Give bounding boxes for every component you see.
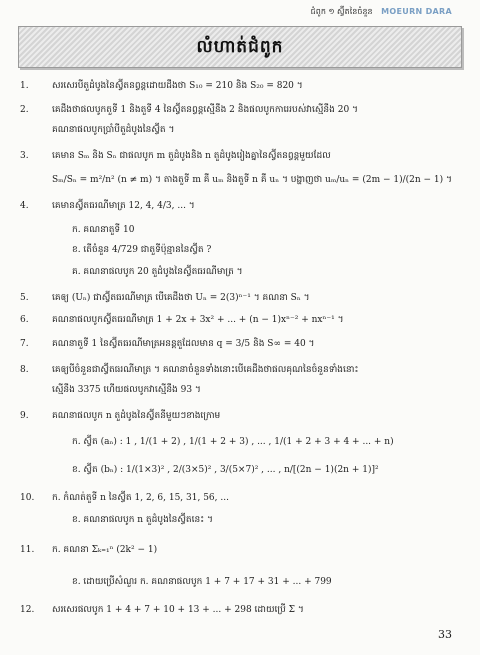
exercise-text: គេមាន Sₘ និង Sₙ ជាផលបូក m តួដំបូងនិង n តួដំបូងរៀងគ្នានៃស្វ៊ីតនព្វន្តមួយដែល: [52, 151, 331, 161]
exercise-text: គណនាតួទី 1 នៃស្វ៊ីតធរណីមាត្រអនន្តតួដែលមាន q = 3/5 និង S∞ = 40 ។: [52, 339, 315, 349]
sub-question: ខ. ស្វ៊ីត (bₙ) : 1/(1×3)² , 2/(3×5)² , 3/(5×7)² , ... , n/[(2n − 1)(2n + 1)]²: [72, 465, 379, 475]
sub-question: ខ. តើចំនួន 4/729 ជាតួទីប៉ុន្មាននៃស្វ៊ីត ?: [72, 245, 212, 255]
exercise-number: 8.: [20, 365, 29, 375]
sub-question: ក. ស្វ៊ីត (aₙ) : 1 , 1/(1 + 2) , 1/(1 + 2 + 3) , ... , 1/(1 + 2 + 3 + 4 + ... + n): [72, 437, 394, 447]
exercise-text: សរសេរបីតួដំបូងនៃស្វ៊ីតនព្វន្តដោយដឹងថា S₁₀ = 210 និង S₂₀ = 820 ។: [52, 81, 303, 91]
title-banner: [18, 26, 462, 68]
exercise-text: គេមានស្វ៊ីតធរណីមាត្រ 12, 4, 4/3, ... ។: [52, 201, 195, 211]
page-header: [311, 6, 452, 18]
sub-question: ក. គណនាតួទី 10: [72, 225, 135, 235]
exercise-number: 5.: [20, 293, 29, 303]
exercise-text: គេឲ្យ (Uₙ) ជាស្វ៊ីតធរណីមាត្រ បើគេដឹងថា Uₙ = 2(3)ⁿ⁻¹ ។ គណនា Sₙ ។: [52, 293, 310, 303]
exercise-number: 10.: [20, 493, 35, 503]
exercise-text: គណនាផលបូកស្វ៊ីតធរណីមាត្រ 1 + 2x + 3x² + ... + (n − 1)xⁿ⁻² + nxⁿ⁻¹ ។: [52, 315, 344, 325]
exercise-text: ក. កំណត់តួទី n នៃស្វ៊ីត 1, 2, 6, 15, 31, 56, ...: [52, 493, 229, 503]
exercise-text: Sₘ/Sₙ = m²/n² (n ≠ m) ។ តាងតួទី m គឺ uₘ និងតួទី n គឺ uₙ ។ បង្ហាញថា uₘ/uₙ = (2m − 1)/(2n − 1) ។: [52, 175, 452, 185]
sub-question: គ. គណនាផលបូក 20 តួដំបូងនៃស្វ៊ីតធរណីមាត្រ ។: [72, 267, 243, 277]
page-number: 33: [438, 628, 452, 641]
exercise-number: 2.: [20, 105, 29, 115]
exercise-number: 11.: [20, 545, 35, 555]
exercise-number: 7.: [20, 339, 29, 349]
exercise-text: គេឲ្យបីចំនួនជាស្វ៊ីតធរណីមាត្រ ។ គណនាចំនួនទាំងនោះបើគេដឹងថាផលគុណនៃចំនួនទាំងនោះ: [52, 365, 359, 375]
exercise-number: 3.: [20, 151, 29, 161]
exercise-text: សរសេរផលបូក 1 + 4 + 7 + 10 + 13 + ... + 298 ដោយប្រើ Σ ។: [52, 605, 304, 615]
exercise-number: 6.: [20, 315, 29, 325]
page-title: លំហាត់ជំពូក: [196, 37, 284, 57]
chapter-label: ជំពូក ១ ស្វ៊ីតនៃចំនួន: [310, 7, 373, 16]
exercise-number: 12.: [20, 605, 35, 615]
exercise-text: ស្មើនឹង 3375 ហើយផលបូកវាស្មើនឹង 93 ។: [52, 385, 201, 395]
sub-question: ខ. គណនាផលបូក n តួដំបូងនៃស្វ៊ីតនេះ ។: [72, 515, 213, 525]
exercise-number: 1.: [20, 81, 29, 91]
sub-question: ខ. ដោយប្រើសំណួរ ក. គណនាផលបូក 1 + 7 + 17 + 31 + ... + 799: [72, 577, 332, 587]
exercise-number: 9.: [20, 411, 29, 421]
exercise-text: គេដឹងថាផលបូកតួទី 1 និងតួទី 4 នៃស្វ៊ីតនព្វន្តស្មើនឹង 2 និងផលបូកការេរបស់វាស្មើនឹង 20 ។: [52, 105, 358, 115]
exercise-text: គណនាផលបូក n តួដំបូងនៃស្វ៊ីតនីមួយៗខាងក្រោម: [52, 411, 221, 421]
exercise-text: គណនាផលបូកប្រាំបីតួដំបូងនៃស្វ៊ីត ។: [52, 125, 175, 135]
exercise-text: ក. គណនា Σₖ₌₁ⁿ (2k² − 1): [52, 545, 158, 555]
exercise-number: 4.: [20, 201, 29, 211]
watermark: MOEURN DARA: [381, 7, 452, 16]
